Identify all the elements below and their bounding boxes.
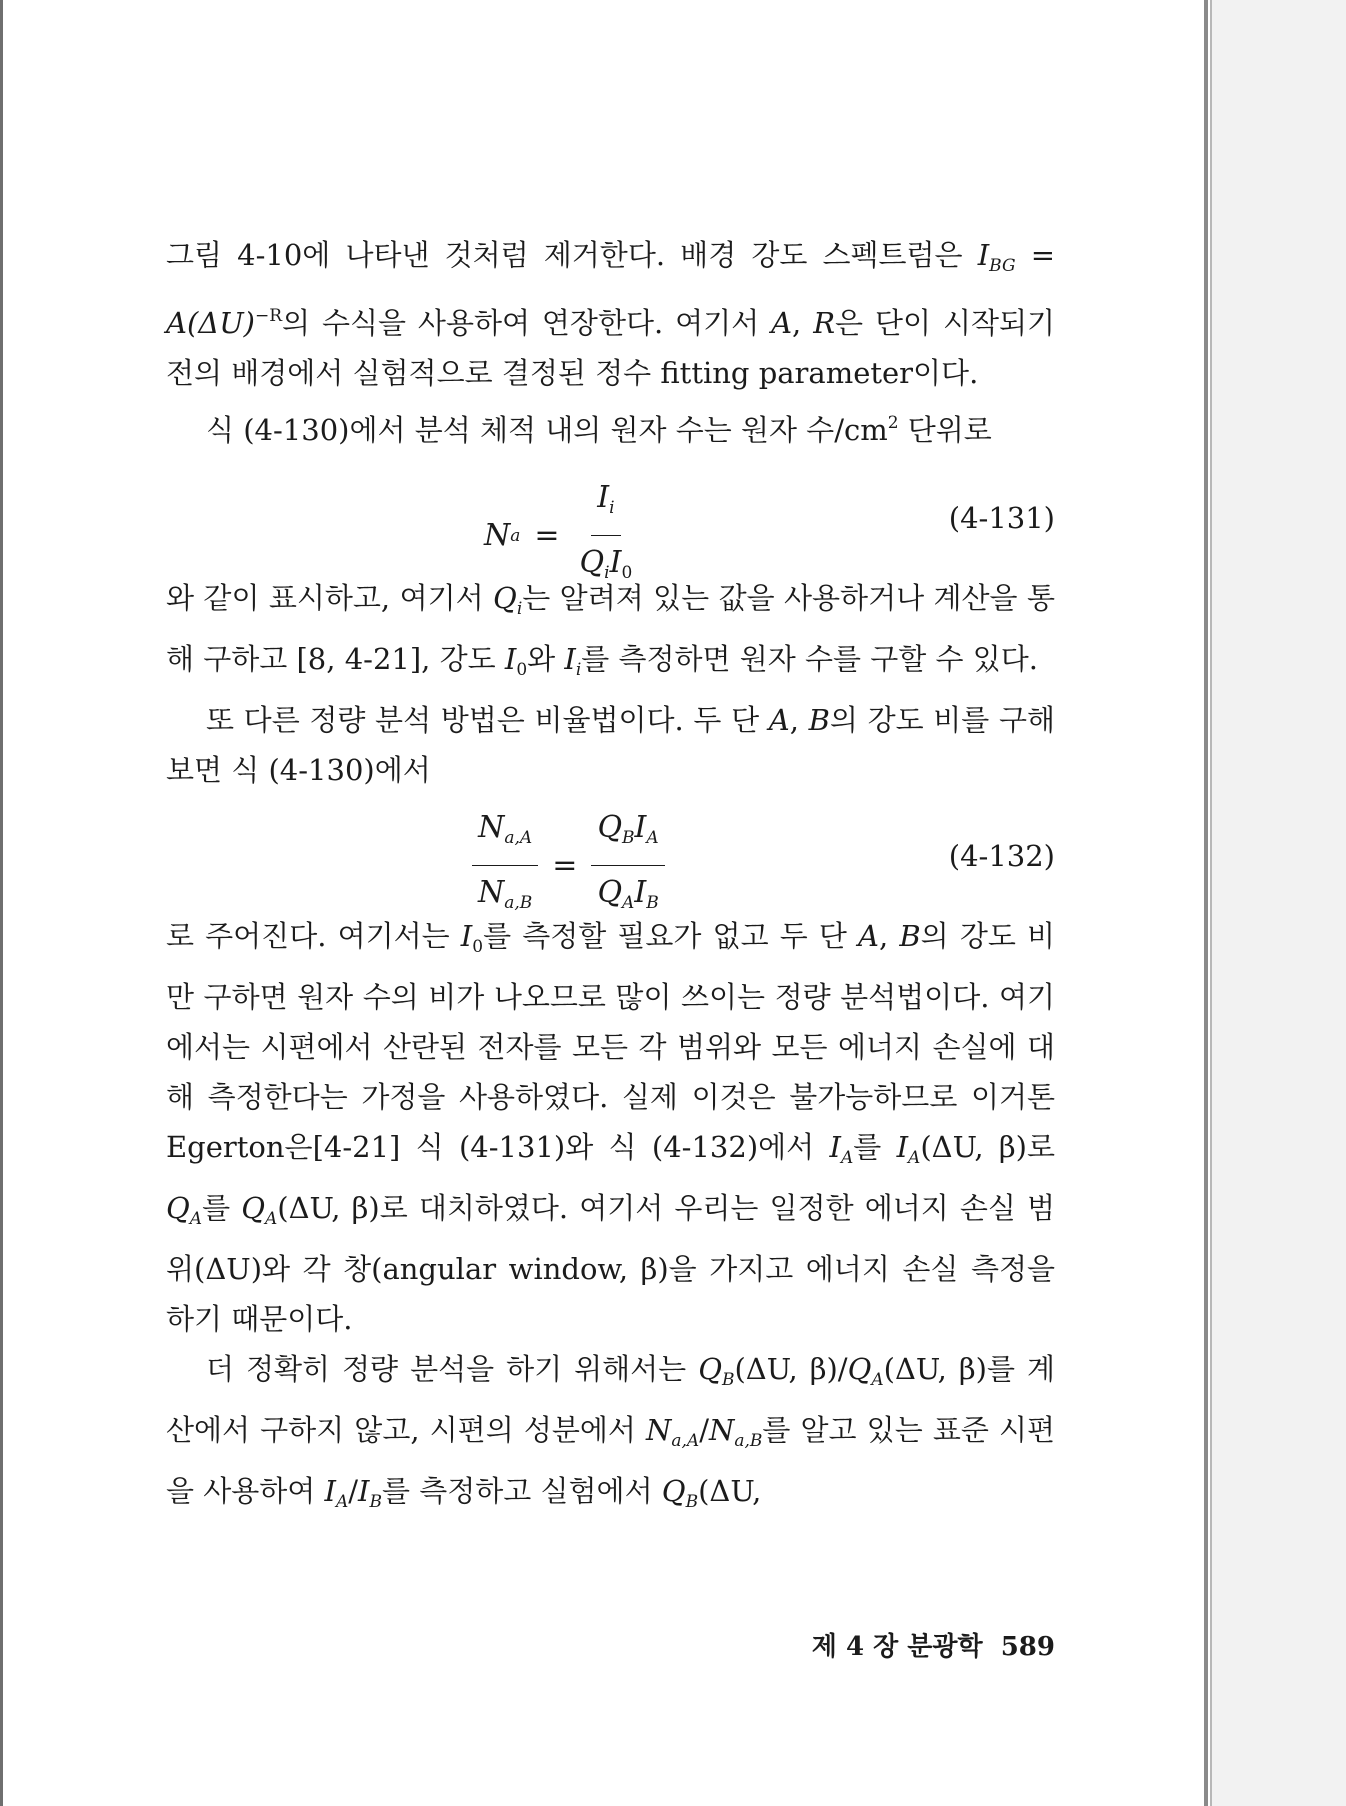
- chapter-title: 제 4 장 분광학: [811, 1632, 983, 1662]
- paragraph-4: 또 다른 정량 분석 방법은 비율법이다. 두 단 A, B의 강도 비를 구해 보면 식 (4-130)에서: [166, 703, 1056, 787]
- paragraph-6: 더 정확히 정량 분석을 하기 위해서는 $Q_B(\Delta U$, $\beta)/Q_A(\Delta U$, β)를 계산에서 구하지 않고, 시편의 성분에서 $N_{a,A}/N_{a,B}$를 알고 있는 표준 시편을 사용하여 $I_A/I_B$를 측정하고 실험에서 $Q_B(\Delta U$,: [166, 1352, 1055, 1512]
- paragraph-5: 로 주어진다. 여기서는 $I_0$를 측정할 필요가 없고 두 단 A, B의 강도 비만 구하면 원자 수의 비가 나오므로 많이 쓰이는 정량 분석법이다. 여기에서는 시편에서 산란된 전자를 모든 각 범위와 모든 에너지 손실에 대해 측정한다는 가정을 사용하였다. 실제 이것은 불가능하므로 이거톤 Egerton은[4-21] 식 (4-131)와 식 (4-132)에서 $I_A$를 $I_A(\Delta U$, β)로 $Q_A$를 $Q_A(\Delta U$, β)로 대치하였다. 여기서 우리는 일정한 에너지 손실 범위(ΔU)와 각 창(angular window, β)을 가지고 에너지 손실 측정을 하기 때문이다.: [166, 919, 1056, 1336]
- body-text: [166, 230, 1055, 1527]
- equation-4-131: N a = $\frac{I_i}{Q_iI_0}$ (4-131): [166, 455, 1055, 573]
- page-footer: [810, 1626, 1055, 1663]
- paragraph-2: 식 (4-130)에서 분석 체적 내의 원자 수는 원자 수$/cm^2$ 단위로: [206, 413, 992, 447]
- equation-number: (4-132): [948, 839, 1055, 873]
- paragraph-1: 그림 4-10에 나타낸 것처럼 제거한다. 배경 강도 스펙트럼은 $I_{BG} = A(\Delta U)^{-R}$의 수식을 사용하여 연장한다. 여기서 A, R은 단이 시작되기 전의 배경에서 실험적으로 결정된 정수 fitting parameter이다.: [166, 238, 1055, 390]
- paragraph-3: 와 같이 표시하고, 여기서 $Q_i$는 알려져 있는 값을 사용하거나 계산을 통해 구하고 [8, 4-21], 강도 $I_0$와 $I_i$를 측정하면 원자 수를 구할 수 있다.: [166, 581, 1055, 680]
- viewer-background: [1212, 0, 1346, 1806]
- equation-number: (4-131): [948, 501, 1055, 535]
- page-left-edge: [0, 0, 3, 1806]
- page-number: 589: [1000, 1632, 1055, 1662]
- page-right-edge: [1204, 0, 1208, 1806]
- equation-4-132: $\frac{N_{a,A}}{N_{a,B}}$ = $\frac{Q_BI_A}{Q_AI_B}$ (4-132): [166, 795, 1055, 911]
